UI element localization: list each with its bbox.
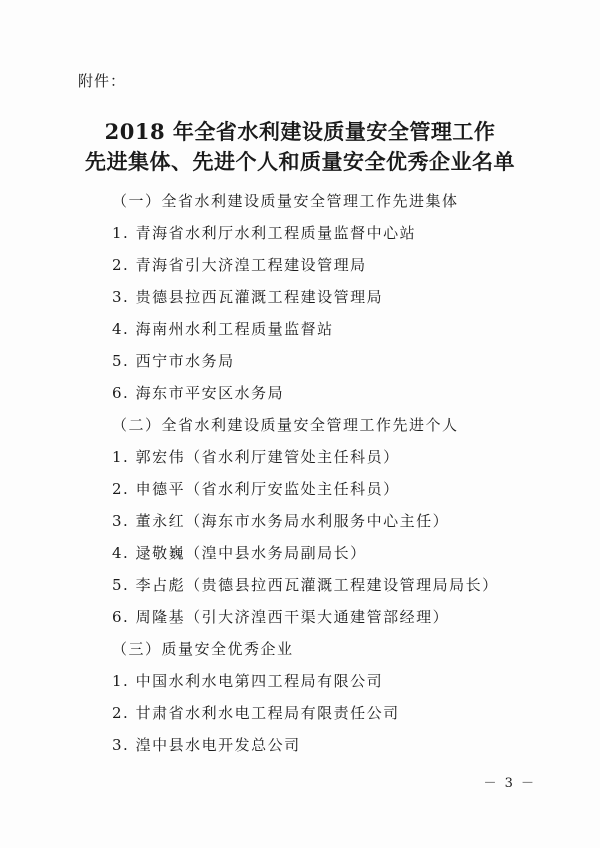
list-item: 5. 李占彪（贵德县拉西瓦灌溉工程建设管理局局长） (112, 576, 499, 594)
list-item: 4. 海南州水利工程质量监督站 (112, 320, 334, 338)
list-item: 2. 甘肃省水利水电工程局有限责任公司 (112, 704, 400, 722)
list-item: 3. 贵德县拉西瓦灌溉工程建设管理局 (112, 288, 384, 306)
list-item: 1. 青海省水利厅水利工程质量监督中心站 (112, 224, 417, 242)
section-heading-individuals: （二）全省水利建设质量安全管理工作先进个人 (112, 416, 459, 434)
list-item: 6. 周隆基（引大济湟西干渠大通建管部经理） (112, 608, 450, 626)
document-title-line-1: 2018 年全省水利建设质量安全管理工作 (104, 119, 496, 144)
attachment-label: 附件： (78, 72, 127, 90)
document-title-line-2: 先进集体、先进个人和质量安全优秀企业名单 (85, 149, 515, 174)
section-heading-enterprises: （三）质量安全优秀企业 (112, 640, 294, 658)
list-item: 2. 申德平（省水利厅安监处主任科员） (112, 480, 400, 498)
section-heading-collectives: （一）全省水利建设质量安全管理工作先进集体 (112, 192, 459, 210)
list-item: 1. 郭宏伟（省水利厅建管处主任科员） (112, 448, 400, 466)
list-item: 3. 湟中县水电开发总公司 (112, 736, 301, 754)
page-number: － 3 － (483, 776, 536, 791)
list-item: 3. 董永红（海东市水务局水利服务中心主任） (112, 512, 450, 530)
list-item: 5. 西宁市水务局 (112, 352, 235, 370)
list-item: 2. 青海省引大济湟工程建设管理局 (112, 256, 367, 274)
list-item: 1. 中国水利水电第四工程局有限公司 (112, 672, 384, 690)
list-item: 6. 海东市平安区水务局 (112, 384, 285, 402)
list-item: 4. 逯敬巍（湟中县水务局副局长） (112, 544, 367, 562)
